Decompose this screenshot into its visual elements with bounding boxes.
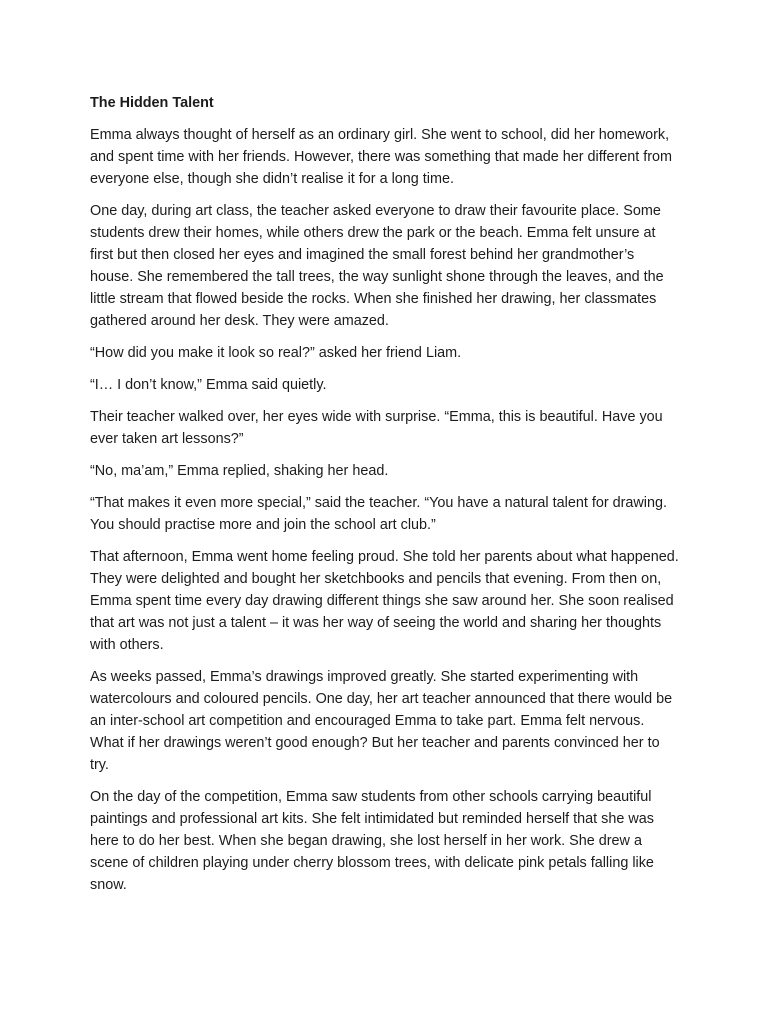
document-title: The Hidden Talent	[90, 95, 214, 111]
paragraph: “How did you make it look so real?” asked her friend Liam.	[90, 345, 462, 361]
paragraph: One day, during art class, the teacher asked everyone to draw their favourite place. Some students drew their homes, while others drew the park or the beach. Emma felt unsure at first but then closed her eyes and imagined the small forest behind her grandmother’s house. She remembered the tall trees, the way sunlight shone through the leaves, and the little stream that flowed beside the rocks. When she finished her drawing, her classmates gathered around her desk. They were amazed.	[90, 203, 664, 329]
paragraph: “No, ma’am,” Emma replied, shaking her head.	[90, 463, 389, 479]
paragraph: “That makes it even more special,” said the teacher. “You have a natural talent for drawing. You should practise more and join the school art club.”	[90, 495, 668, 533]
paragraph: That afternoon, Emma went home feeling proud. She told her parents about what happened. They were delighted and bought her sketchbooks and pencils that evening. From then on, Emma spent time every day drawing different things she saw around her. She soon realised that art was not just a talent – it was her way of seeing the world and sharing her thoughts with others.	[90, 549, 679, 653]
paragraph: Their teacher walked over, her eyes wide with surprise. “Emma, this is beautiful. Have you ever taken art lessons?”	[90, 409, 663, 447]
paragraph: “I… I don’t know,” Emma said quietly.	[90, 377, 327, 393]
paragraph: On the day of the competition, Emma saw students from other schools carrying beautiful paintings and professional art kits. She felt intimidated but reminded herself that she was here to do her best. When she began drawing, she lost herself in her work. She drew a scene of children playing under cherry blossom trees, with delicate pink petals falling like snow.	[90, 789, 654, 893]
paragraph: As weeks passed, Emma’s drawings improved greatly. She started experimenting with watercolours and coloured pencils. One day, her art teacher announced that there would be an inter-school art competition and encouraged Emma to take part. Emma felt nervous. What if her drawings weren’t good enough? But her teacher and parents convinced her to try.	[90, 669, 673, 773]
paragraph: Emma always thought of herself as an ordinary girl. She went to school, did her homework, and spent time with her friends. However, there was something that made her different from everyone else, though she didn’t realise it for a long time.	[90, 127, 673, 187]
document-page	[90, 92, 680, 906]
